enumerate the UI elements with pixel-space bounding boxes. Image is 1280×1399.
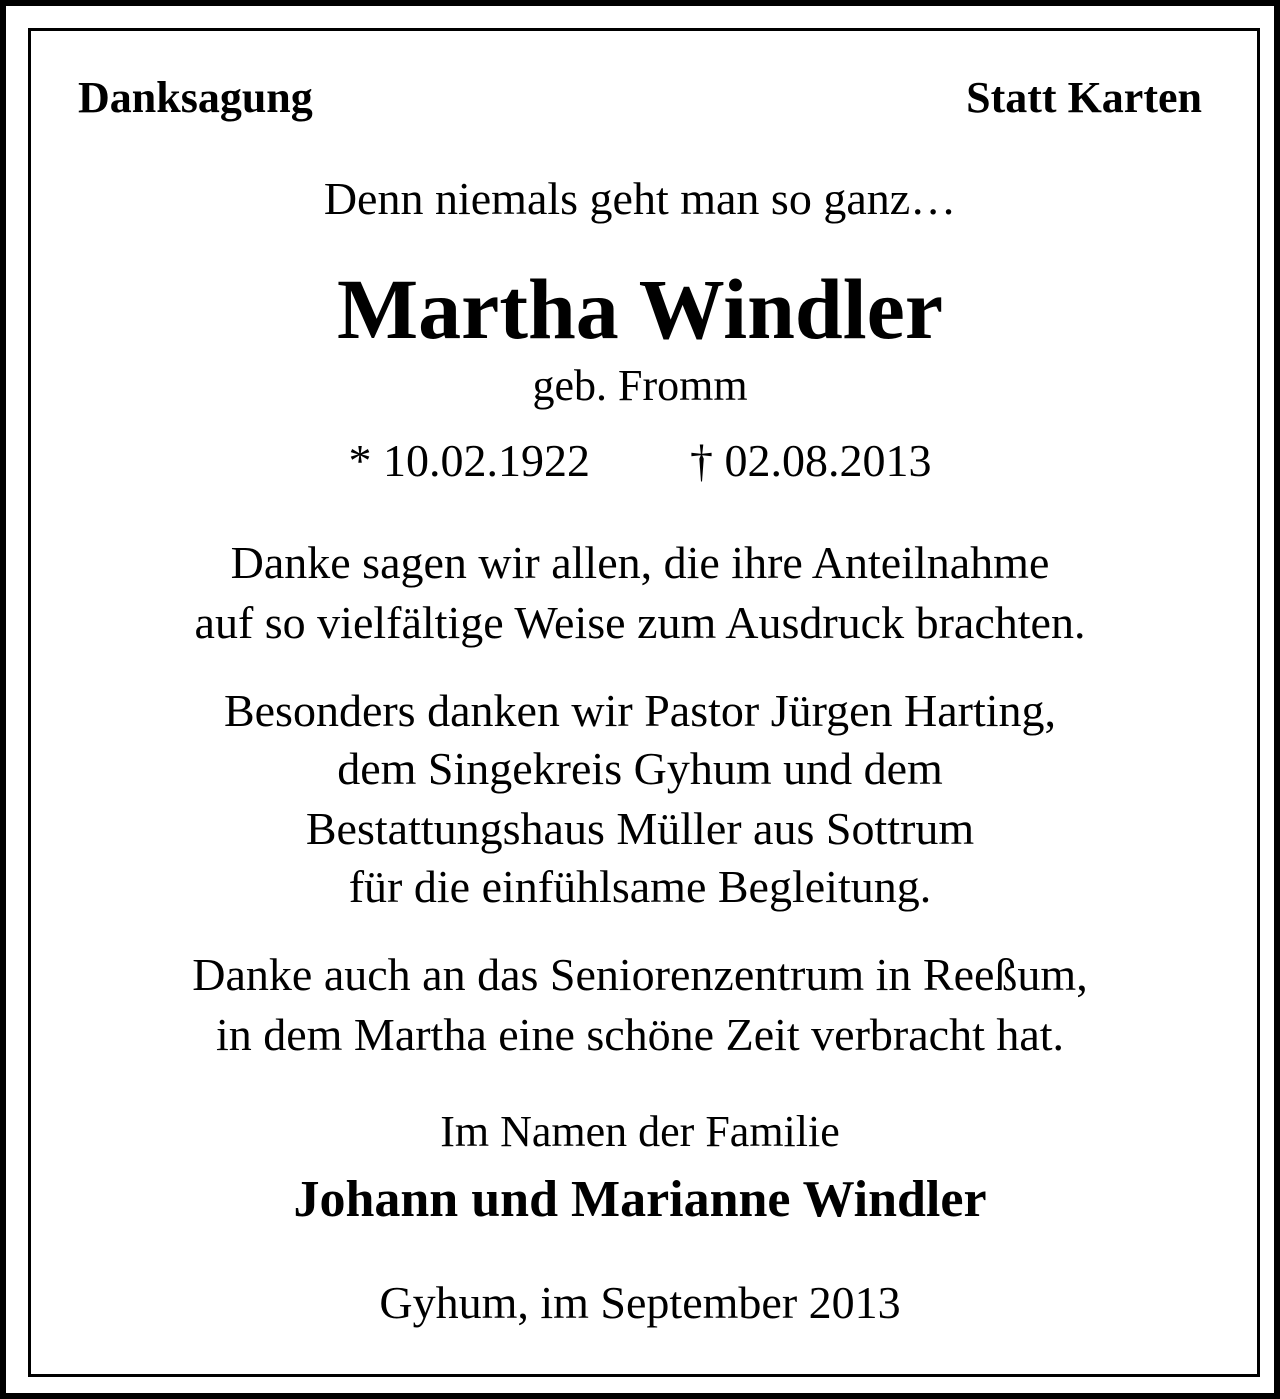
intro-quote: Denn niemals geht man so ganz… <box>323 173 957 224</box>
birth-date: * 10.02.1922 <box>348 435 590 486</box>
special-thanks-line: dem Singekreis Gyhum und dem <box>337 743 943 794</box>
on-behalf-of-family: Im Namen der Familie <box>440 1107 840 1156</box>
special-thanks-line: für die einfühlsame Begleitung. <box>348 861 932 912</box>
place-and-date: Gyhum, im September 2013 <box>379 1277 901 1328</box>
maiden-name: geb. Fromm <box>532 361 748 410</box>
death-date: † 02.08.2013 <box>690 435 932 486</box>
deceased-name: Martha Windler <box>337 261 943 357</box>
thanks-line: Danke sagen wir allen, die ihre Anteilnahme <box>230 537 1050 588</box>
header-danksagung: Danksagung <box>78 73 313 122</box>
family-signature: Johann und Marianne Windler <box>293 1171 987 1228</box>
special-thanks-line: Bestattungshaus Müller aus Sottrum <box>305 803 975 854</box>
thanks-line: auf so vielfältige Weise zum Ausdruck brachten. <box>194 597 1086 648</box>
special-thanks-line: Besonders danken wir Pastor Jürgen Harting, <box>223 685 1057 736</box>
senior-center-thanks-line: Danke auch an das Seniorenzentrum in Reeßum, <box>192 949 1088 1000</box>
header-statt-karten: Statt Karten <box>966 73 1202 122</box>
life-dates <box>0 435 1280 486</box>
senior-center-thanks-line: in dem Martha eine schöne Zeit verbracht hat. <box>215 1009 1065 1060</box>
